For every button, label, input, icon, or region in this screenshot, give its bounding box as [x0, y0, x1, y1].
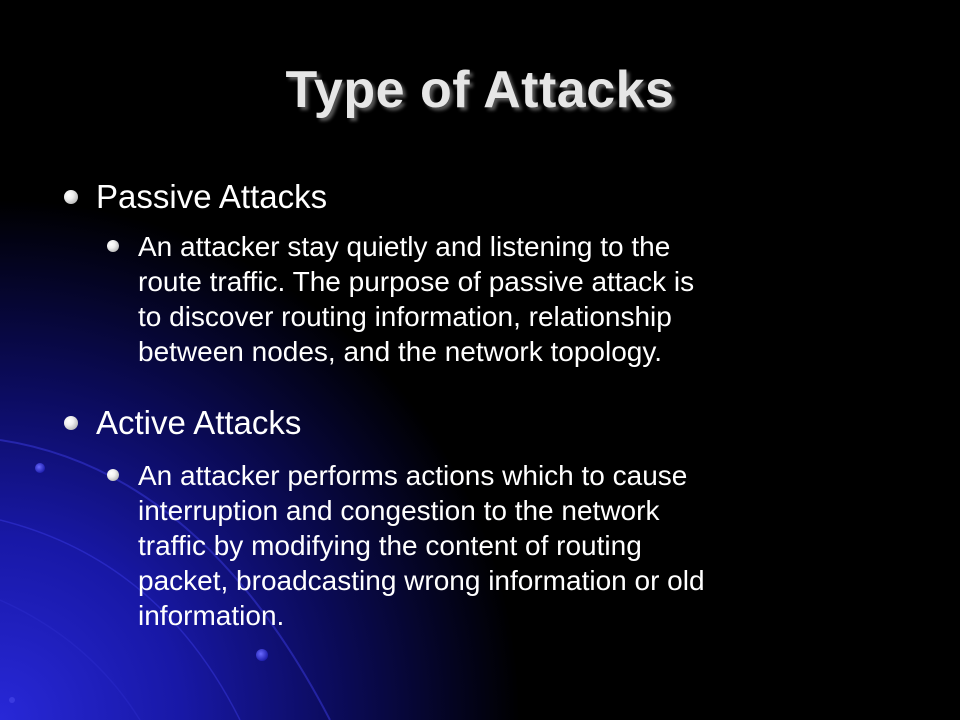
- slide-title: Type of Attacks: [285, 61, 675, 119]
- bullet-icon: [64, 190, 78, 204]
- sub-bullet-icon: [107, 240, 119, 252]
- background-dot-1: [35, 463, 45, 473]
- detail-line: traffic by modifying the content of routing: [138, 530, 642, 561]
- bullet-icon: [64, 416, 78, 430]
- detail-line: packet, broadcasting wrong information or old: [138, 565, 705, 596]
- background-dot-3: [9, 697, 15, 703]
- detail-line: between nodes, and the network topology.: [138, 336, 663, 367]
- bullet-heading: Passive Attacks: [96, 178, 328, 215]
- bullet-heading: Active Attacks: [96, 404, 302, 441]
- detail-line: information.: [138, 600, 285, 631]
- detail-line: interruption and congestion to the network: [138, 495, 660, 526]
- detail-line: route traffic. The purpose of passive attack is: [138, 266, 695, 297]
- sub-bullet-icon: [107, 469, 119, 481]
- detail-line: to discover routing information, relationship: [138, 301, 672, 332]
- detail-line: An attacker performs actions which to cause: [138, 460, 688, 491]
- background-dot-2: [256, 649, 268, 661]
- detail-line: An attacker stay quietly and listening to the: [138, 231, 671, 262]
